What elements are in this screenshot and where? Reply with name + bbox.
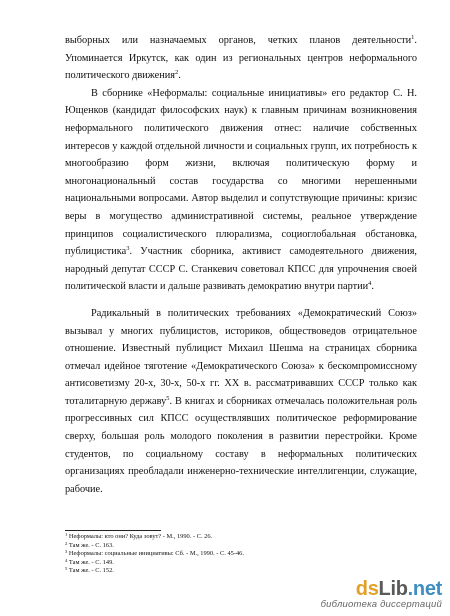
footnote-ref: 3 <box>126 245 130 253</box>
paragraph-2 <box>65 85 417 296</box>
footnote-4: $^4$ Там же. - С. 149. <box>65 557 114 566</box>
footnote-1: $^1$ Неформалы: кто они? Куда зовут? - М., 1990. - С. 26. <box>65 532 213 540</box>
footnote-2: $^2$ Там же. - С. 163. <box>65 540 114 549</box>
text-run: . Упоминается Иркутск, как один из региональных центров неформального политического движения <box>65 35 417 82</box>
footnote-ref: 5 <box>166 394 170 402</box>
watermark-subtitle: библиотека диссертаций <box>320 599 442 610</box>
watermark[interactable] <box>321 579 442 610</box>
watermark-logo: dsLib.net <box>355 578 442 600</box>
footnote-ref: 4 <box>368 280 372 288</box>
text-run: В сборнике «Неформалы: социальные инициативы» его редактор С. Н. Ющенков (кандидат философских наук) к главным причинам возникновения неформального политического движения отнес: наличие собственных интересов у каждой отдельной личности и социальных групп, их потребность к многообразию форм жизни, включая политическую форму и многонациональный состав государства со многими нерешенными национальными вопросами. Автор выделил и сопутствующие причины: кризис веры в могущество административной системы, реальное утверждение принципов социалистического плюрализма, социоглобальная обстановка, публицистика <box>65 87 417 258</box>
text-run: Радикальный в политических требованиях «Демократический Союз» вызывал у многих публицистов, историков, обществоведов отрицательное отношение. Известный публицист Михаил Шешма на страницах сборника отмечал идейное тяготение «Демократического Союза» к бескомпромиссному антисоветизму 20-х, 30-х, 50-х гг. XX в. рассматривавших СССР только как тоталитарную державу <box>65 307 417 407</box>
text-run: . <box>178 70 181 82</box>
text-run: выборных или назначаемых органов, четких планов деятельности <box>65 35 412 46</box>
text-run: . В книгах и сборниках отмечалась положительная роль прогрессивных сил КПСС осуществлявших политическое реформирование сверху, большая роль молодого поколения в развитии перестройки. Кроме студентов, по социальному составу в неформальных политических организациях преобладали инженерно-технические интеллигенции, служащие, рабочие. <box>65 395 417 495</box>
footnote-ref: 2 <box>175 69 179 77</box>
footnote-separator <box>65 530 161 531</box>
text-run: . <box>371 281 374 293</box>
footnote-5: $^5$ Там же. - С. 152. <box>65 566 114 575</box>
footnotes <box>65 533 365 576</box>
body-text <box>65 32 417 498</box>
footnote-3: $^3$ Неформалы: социальные инициативы: Сб. - М., 1990. - С. 45-46. <box>65 549 244 558</box>
paragraph-1 <box>65 32 417 85</box>
footnote-ref: 1 <box>411 34 415 41</box>
text-run: . Участник сборника, активист самодеятельного движения, народный депутат СССР С. Станкевич советовал КПСС для упрочнения своей политической власти и дальше развивать демократию внутри партии <box>65 246 417 293</box>
paragraph-3 <box>65 305 417 499</box>
